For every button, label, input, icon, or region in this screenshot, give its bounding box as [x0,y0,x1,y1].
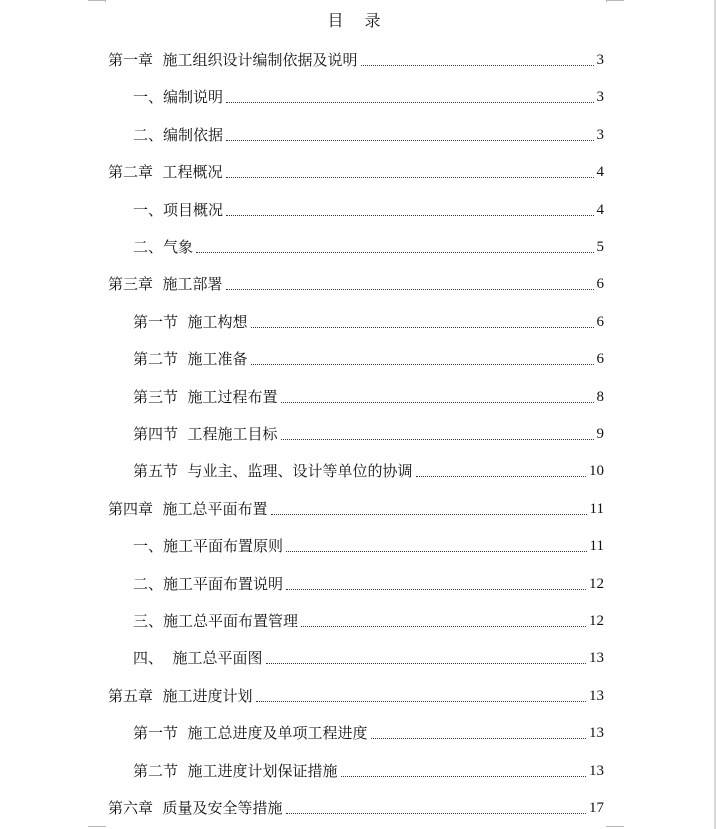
dot-leader [361,64,594,66]
dot-leader [271,513,587,515]
toc-entry[interactable] [133,81,604,107]
toc-entry-label: 第五节 与业主、监理、设计等单位的协调 [133,462,413,481]
toc-entry-label: 一、项目概况 [133,200,224,219]
toc-page-number: 17 [589,800,604,816]
toc-entry-label: 第一节 施工总进度及单项工程进度 [133,724,368,743]
toc-entry[interactable] [108,493,604,519]
toc-entry-label: 三、施工总平面布置管理 [133,612,299,630]
toc-entry-label: 四、 施工总平面图 [133,649,263,668]
toc-entry[interactable] [133,231,604,257]
toc-entry[interactable] [133,568,604,594]
toc-entry-label: 第五章 施工进度计划 [108,686,253,705]
toc-entry-label: 第四节 工程施工目标 [133,425,278,443]
toc-page-number: 12 [589,575,604,592]
toc-page-number: 13 [589,687,604,704]
toc-page-number: 13 [589,762,604,779]
dot-leader [266,662,586,664]
toc-entry[interactable] [108,680,604,706]
toc-page-number: 13 [589,725,604,742]
toc-page-number: 3 [596,126,604,143]
toc-entry[interactable] [108,156,604,182]
dot-leader [341,775,586,777]
crop-mark [606,826,624,827]
toc-page-number: 13 [589,650,604,667]
toc-entry[interactable] [133,418,604,444]
toc-page-number: 11 [589,538,604,555]
dot-leader [226,176,594,178]
toc-entry-label: 第二章 工程概况 [108,163,223,182]
dot-leader [286,588,586,590]
toc-entry[interactable] [133,755,604,781]
dot-leader [371,737,586,739]
crop-mark [88,826,106,827]
toc-entry-label: 第二节 施工进度计划保证措施 [133,761,338,780]
dot-leader [286,812,586,814]
dot-leader [281,401,594,403]
toc-entry[interactable] [133,306,604,332]
toc-entry[interactable] [108,44,604,70]
toc-entry[interactable] [133,381,604,407]
toc-page-number: 4 [596,201,604,218]
toc-entry-label: 二、气象 [133,238,194,256]
dot-leader [226,101,593,103]
toc-entry-label: 第一节 施工构想 [133,312,248,331]
toc-page-number: 6 [596,313,604,330]
toc-entry[interactable] [133,119,604,145]
crop-mark [606,0,624,1]
toc-entry[interactable] [133,455,604,481]
dot-leader [416,475,586,477]
toc-page-number: 8 [596,388,604,405]
toc-page-number: 6 [596,276,604,293]
toc-entry-label: 第三节 施工过程布置 [133,387,278,406]
dot-leader [196,251,593,253]
toc-entry-label: 二、施工平面布置说明 [133,574,284,593]
toc-entry[interactable] [133,194,604,220]
crop-mark [105,0,106,2]
dot-leader [226,288,594,290]
dot-leader [301,625,586,627]
toc-entry-label: 第四章 施工总平面布置 [108,499,268,518]
toc-entry-label: 一、编制说明 [133,88,224,107]
toc-page-number: 4 [596,164,604,181]
toc-entry[interactable] [133,717,604,743]
dot-leader [251,363,594,365]
toc-entry-label: 第三章 施工部署 [108,275,223,294]
toc-page-number: 6 [596,351,604,368]
toc-entry-label: 第六章 质量及安全等措施 [108,799,283,817]
toc-page-number: 5 [596,239,604,255]
dot-leader [256,700,586,702]
dot-leader [226,214,593,216]
dot-leader [251,326,594,328]
toc-page-number: 11 [589,500,604,517]
toc-entry[interactable] [133,343,604,369]
toc-entry-label: 一、施工平面布置原则 [133,537,284,556]
toc-entry[interactable] [108,792,604,818]
toc-entry-label: 二、编制依据 [133,125,224,144]
toc-entry[interactable] [133,605,604,631]
crop-mark [606,0,607,2]
toc-page-number: 3 [596,52,604,68]
toc-entry-label: 第二节 施工准备 [133,350,248,369]
toc-page-number: 10 [589,463,604,480]
crop-mark [88,0,106,1]
dot-leader [286,550,587,552]
toc-entry[interactable] [133,642,604,668]
toc-entry[interactable] [108,268,604,294]
toc-page-number: 3 [596,89,604,106]
toc-page-number: 9 [596,426,604,442]
toc-page-number: 12 [589,613,604,629]
dot-leader [281,438,594,440]
toc-entry[interactable] [133,530,604,556]
dot-leader [226,139,593,141]
toc-entry-label: 第一章 施工组织设计编制依据及说明 [108,51,358,69]
toc-title: 目 录 [327,11,389,30]
